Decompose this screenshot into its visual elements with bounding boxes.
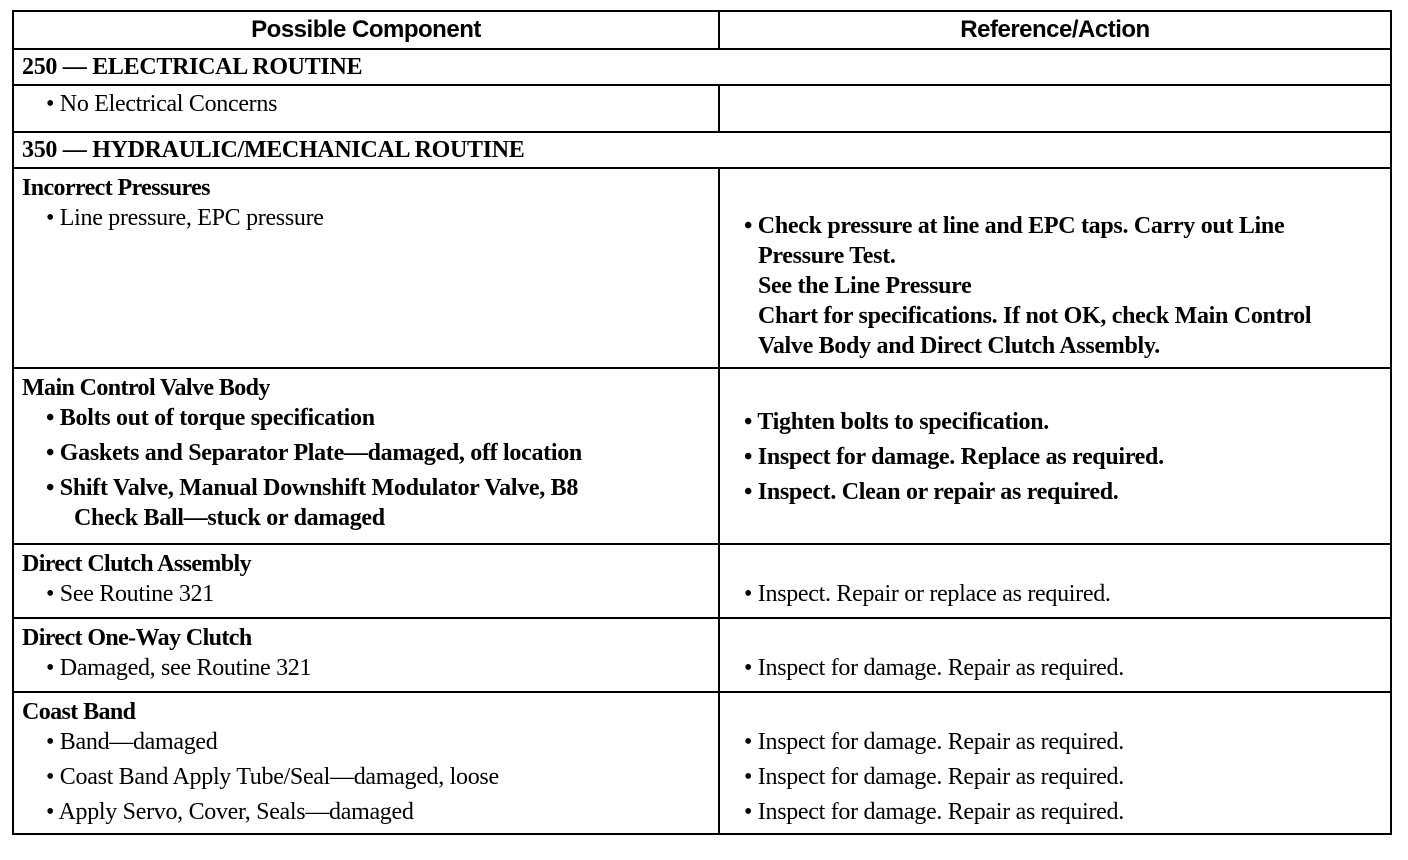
component-cell (13, 692, 719, 834)
component-group-header: Direct Clutch Assembly (22, 551, 252, 577)
routine-row (13, 49, 1391, 85)
action-item: • Inspect for damage. Repair as required. (744, 729, 1124, 755)
action-item: • Tighten bolts to specification. (744, 409, 1049, 435)
component-item: • Line pressure, EPC pressure (46, 205, 324, 231)
action-item: • Inspect for damage. Repair as required. (744, 799, 1124, 825)
component-item: • Apply Servo, Cover, Seals—damaged (46, 799, 414, 825)
component-group-header: Coast Band (22, 699, 136, 725)
action-item-continued: Pressure Test. (758, 243, 896, 269)
component-item: • Bolts out of torque specification (46, 405, 375, 431)
action-item: • Inspect for damage. Repair as required. (744, 655, 1124, 681)
component-item: • Shift Valve, Manual Downshift Modulator Valve, B8 (46, 475, 579, 501)
action-item (728, 90, 1384, 120)
component-group-header: Direct One-Way Clutch (22, 625, 252, 651)
component-cell (13, 85, 719, 132)
component-cell (13, 618, 719, 692)
component-item-continued: Check Ball—stuck or damaged (74, 505, 385, 531)
action-item: • Inspect for damage. Repair as required. (744, 764, 1124, 790)
routine-row (13, 132, 1391, 168)
header-row (13, 11, 1391, 49)
table-row (13, 544, 1391, 618)
action-item: • Inspect for damage. Replace as required. (744, 444, 1164, 470)
action-cell (719, 544, 1391, 618)
diagnostic-table (12, 10, 1392, 835)
component-group-header: Incorrect Pressures (22, 175, 210, 201)
action-cell (719, 368, 1391, 544)
action-item-continued: Valve Body and Direct Clutch Assembly. (758, 333, 1160, 359)
component-cell (13, 368, 719, 544)
component-item: • See Routine 321 (46, 581, 214, 607)
action-cell (719, 618, 1391, 692)
diagnostic-table-container (12, 10, 1392, 835)
component-item: • Damaged, see Routine 321 (46, 655, 312, 681)
table-row (13, 85, 1391, 132)
component-cell (13, 168, 719, 368)
action-item: • Inspect. Clean or repair as required. (744, 479, 1119, 505)
action-cell (719, 168, 1391, 368)
column-header-action: Reference/Action (719, 11, 1391, 49)
component-item: • Coast Band Apply Tube/Seal—damaged, loose (46, 764, 499, 790)
column-header-component: Possible Component (13, 11, 719, 49)
table-row (13, 692, 1391, 834)
component-group-header: Main Control Valve Body (22, 375, 270, 401)
routine-title: 250 — ELECTRICAL ROUTINE (13, 49, 1391, 85)
action-cell (719, 692, 1391, 834)
action-cell (719, 85, 1391, 132)
action-item: • Inspect. Repair or replace as required. (744, 581, 1111, 607)
action-item: • Check pressure at line and EPC taps. Carry out Line (744, 213, 1285, 239)
component-item: • Gaskets and Separator Plate—damaged, off location (46, 440, 582, 466)
table-row (13, 168, 1391, 368)
routine-title: 350 — HYDRAULIC/MECHANICAL ROUTINE (13, 132, 1391, 168)
component-item: • Band—damaged (46, 729, 218, 755)
component-item: • No Electrical Concerns (46, 91, 278, 117)
action-item-continued: Chart for specifications. If not OK, check Main Control (758, 303, 1312, 329)
table-row (13, 618, 1391, 692)
action-item-continued: See the Line Pressure (758, 273, 972, 299)
table-row (13, 368, 1391, 544)
component-cell (13, 544, 719, 618)
